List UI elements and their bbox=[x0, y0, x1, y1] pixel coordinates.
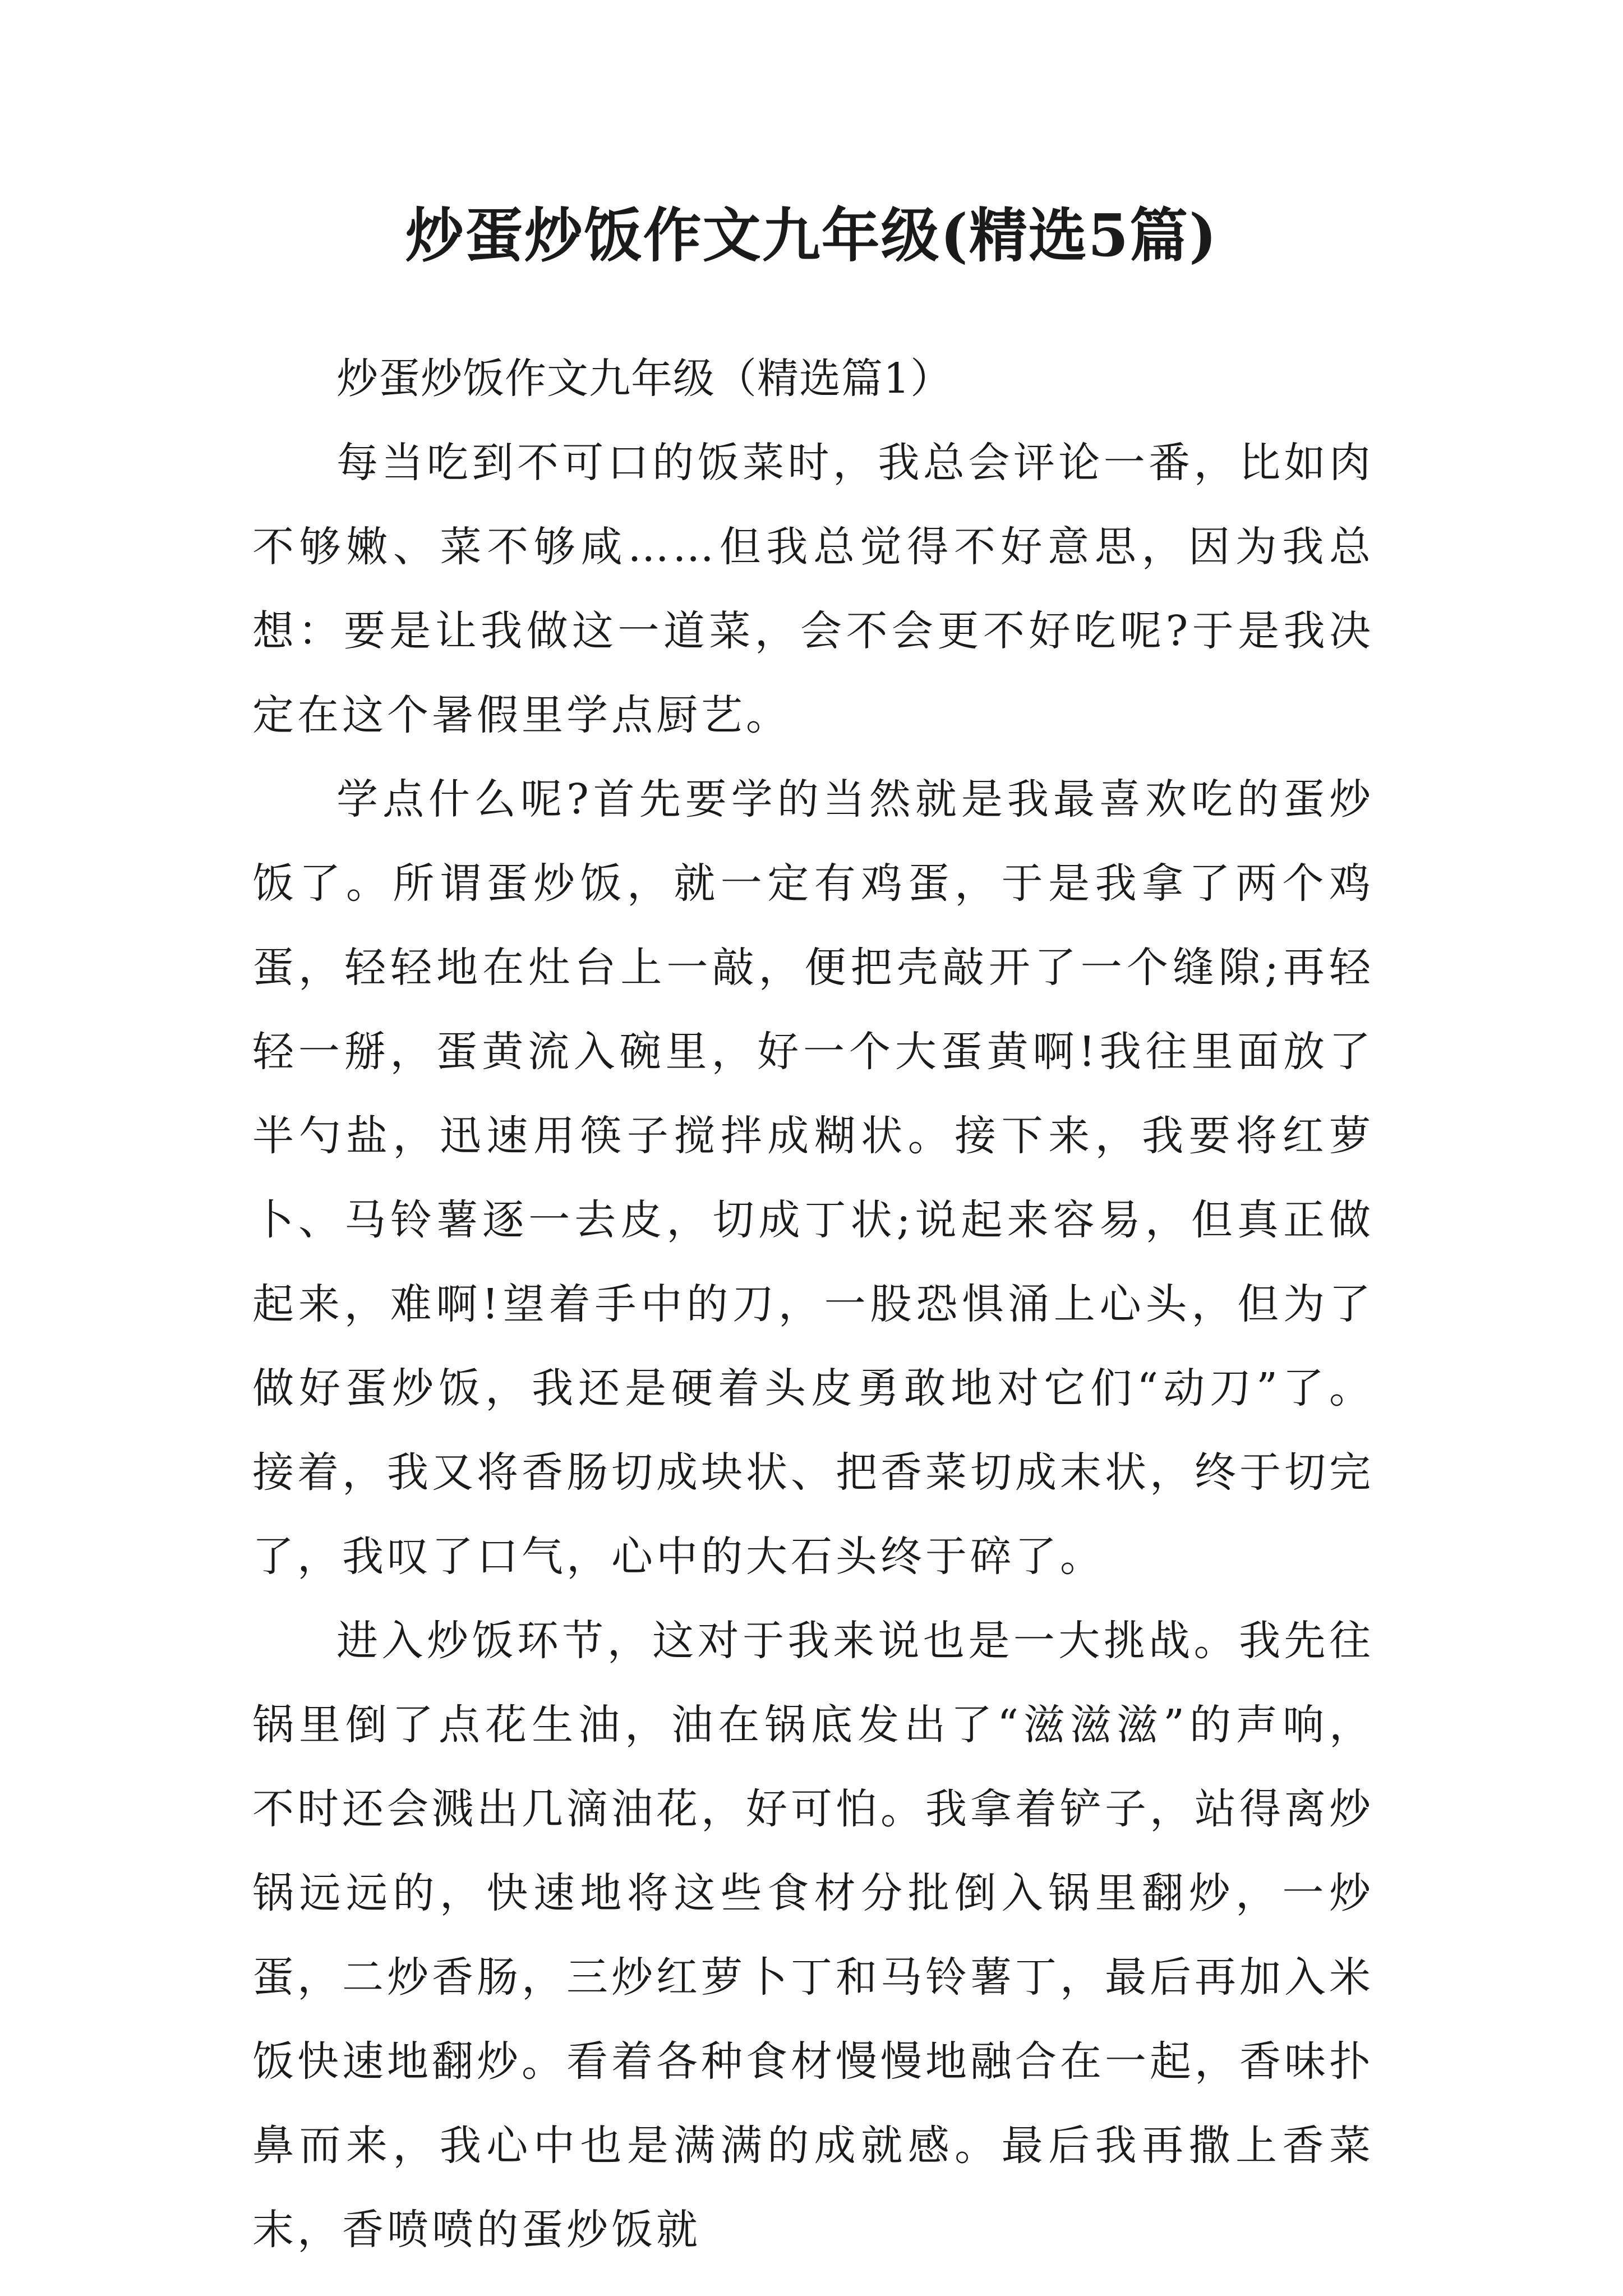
document-title: 炒蛋炒饭作文九年级(精选5篇) bbox=[405, 201, 1218, 270]
section-heading: 炒蛋炒饭作文九年级（精选篇1） bbox=[336, 355, 953, 403]
document-body bbox=[252, 337, 1374, 2272]
paragraph-3: 进入炒饭环节，这对于我来说也是一大挑战。我先往锅里倒了点花生油，油在锅底发出了“滋滋滋”的声响，不时还会溅出几滴油花，好可怕。我拿着铲子，站得离炒锅远远的，快速地将这些食材分批倒入锅里翻炒，一炒蛋，二炒香肠，三炒红萝卜丁和马铃薯丁，最后再加入米饭快速地翻炒。看着各种食材慢慢地融合在一起，香味扑鼻而来，我心中也是满满的成就感。最后我再撒上香菜末，香喷喷的蛋炒饭就 bbox=[252, 1617, 1374, 2254]
paragraph-1: 每当吃到不可口的饭菜时，我总会评论一番，比如肉不够嫩、菜不够咸……但我总觉得不好意思，因为我总想：要是让我做这一道菜，会不会更不好吃呢?于是我决定在这个暑假里学点厨艺。 bbox=[252, 439, 1374, 739]
paragraph-2: 学点什么呢?首先要学的当然就是我最喜欢吃的蛋炒饭了。所谓蛋炒饭，就一定有鸡蛋，于是我拿了两个鸡蛋，轻轻地在灶台上一敲，便把壳敲开了一个缝隙;再轻轻一掰，蛋黄流入碗里，好一个大蛋黄啊!我往里面放了半勺盐，迅速用筷子搅拌成糊状。接下来，我要将红萝卜、马铃薯逐一去皮，切成丁状;说起来容易，但真正做起来，难啊!望着手中的刀，一股恐惧涌上心头，但为了做好蛋炒饭，我还是硬着头皮勇敢地对它们“动刀”了。接着，我又将香肠切成块状、把香菜切成末状，终于切完了，我叹了口气，心中的大石头终于碎了。 bbox=[252, 775, 1374, 1581]
